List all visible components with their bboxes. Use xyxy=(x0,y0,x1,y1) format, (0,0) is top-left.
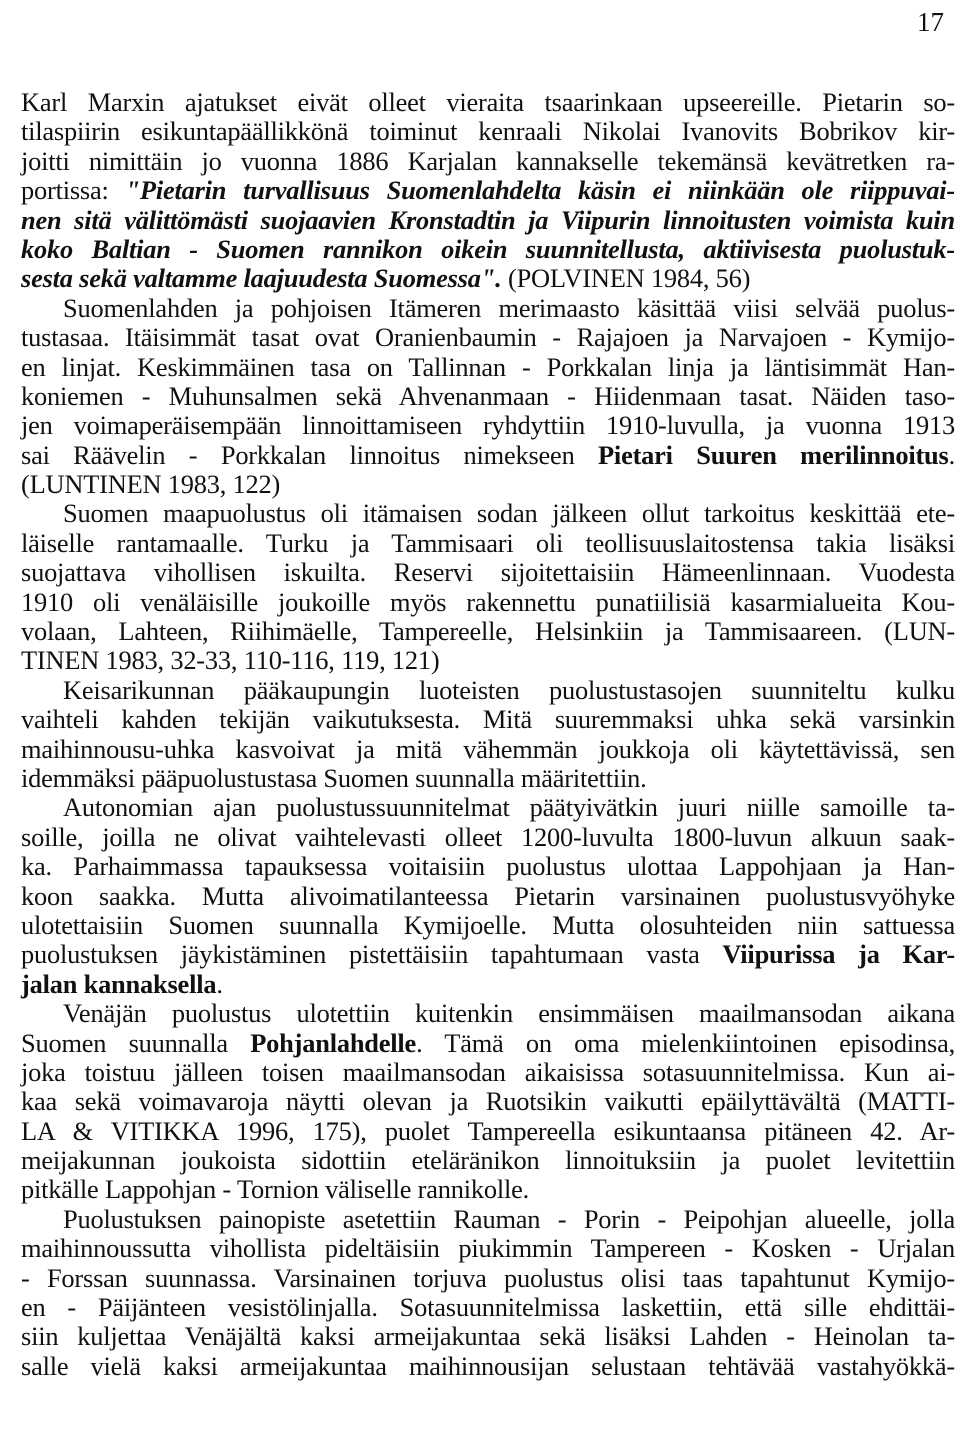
text-line xyxy=(21,470,955,499)
text-line xyxy=(21,911,955,940)
text-span: salle vielä kaksi armeijakuntaa maihinnousijan selustaan tehtävää vastahyökkä- xyxy=(21,1350,955,1381)
text-line xyxy=(21,1322,955,1351)
text-line xyxy=(21,1117,955,1146)
text-span: . xyxy=(216,968,223,999)
text-line xyxy=(21,294,955,323)
text-line xyxy=(21,176,955,205)
text-line xyxy=(21,117,955,146)
text-span: en linjat. Keskimmäinen tasa on Tallinnan - Porkkalan linja ja läntisimmät Han- xyxy=(21,351,955,382)
bold-term: jalan kannaksella xyxy=(21,968,217,999)
text-line xyxy=(21,735,955,764)
bold-term: Pietari Suuren merilinnoitus xyxy=(598,439,949,470)
text-span: Suomenlahden ja pohjoisen Itämeren merimaasto käsittää viisi selvää puolus- xyxy=(63,292,955,323)
text-line xyxy=(21,1175,955,1204)
text-span: LA & VITIKKA 1996, 175), puolet Tampereella esikuntaansa pitäneen 42. Ar- xyxy=(21,1115,955,1146)
text-span: soille, joilla ne olivat vaihtelevasti olleet 1200-luvulta 1800-luvun alkuun saak- xyxy=(21,821,955,852)
text-span: Venäjän puolustus ulotettiin kuitenkin ensimmäisen maailmansodan aikana xyxy=(63,998,955,1029)
citation: (POLVINEN 1984, 56) xyxy=(501,263,751,294)
text-span: Puolustuksen painopiste asetettiin Rauman - Porin - Peipohjan alueelle, jolla xyxy=(63,1203,955,1234)
quote-span: oikein suunnitellusta, aktiivisesta puolustuk- xyxy=(422,233,955,264)
text-span: puolustuksen jäykistäminen pistettäisiin tapahtumaan vasta xyxy=(21,939,723,970)
text-line xyxy=(21,940,955,969)
text-span: Keisarikunnan pääkaupungin luoteisten puolustustasojen suunniteltu kulku xyxy=(63,674,955,705)
text-span: jen voimaperäisempään linnoittamiseen ryhdyttiin 1910-luvulla, ja vuonna 1913 xyxy=(21,410,955,441)
text-span: - Forssan suunnassa. Varsinainen torjuva puolustus olisi taas tapahtunut Kymijo- xyxy=(21,1262,955,1293)
text-span: ka. Parhaimmassa tapauksessa voitaisiin puolustus ulottaa Lappohjaan ja Han- xyxy=(21,851,955,882)
text-span: ulotettaisiin Suomen suunnalla Kymijoelle. Mutta olosuhteiden niin sattuessa xyxy=(21,909,955,940)
text-span: läiselle rantamaalle. Turku ja Tammisaari oli teollisuuslaitostensa takia lisäksi xyxy=(21,527,955,558)
text-line xyxy=(21,1264,955,1293)
text-span: maihinnousu-uhka kasvoivat ja mitä vähemmän joukkoja oli käytettävissä, sen xyxy=(21,733,955,764)
text-line xyxy=(21,1352,955,1381)
text-span: Suomen suunnalla xyxy=(21,1027,251,1058)
text-span: koon saakka. Mutta alivoimatilanteessa Pietarin varsinainen puolustusvyöhyke xyxy=(21,880,955,911)
text-line xyxy=(21,793,955,822)
document-body xyxy=(21,88,955,1381)
bold-term: Pohjanlahdelle xyxy=(250,1027,417,1058)
text-line xyxy=(21,1058,955,1087)
text-line xyxy=(21,353,955,382)
text-line xyxy=(21,882,955,911)
text-span: joitti nimittäin jo vuonna 1886 Karjalan kannakselle tekemänsä kevätretken ra- xyxy=(21,145,955,176)
text-line xyxy=(21,705,955,734)
text-line xyxy=(21,1029,955,1058)
text-span: en - Päijänteen vesistölinjalla. Sotasuunnitelmissa laskettiin, että sille ehdittäi- xyxy=(21,1292,955,1323)
text-span: siin kuljettaa Venäjältä kaksi armeijakuntaa sekä lisäksi Lahden - Heinolan ta- xyxy=(21,1321,955,1352)
text-span: suojattava vihollisen iskuilta. Reservi sijoitettaisiin Hämeenlinnaan. Vuodesta xyxy=(21,557,955,588)
text-span: idemmäksi pääpuolustustasa Suomen suunnalla määritettiin. xyxy=(21,762,647,793)
text-line xyxy=(21,529,955,558)
text-line xyxy=(21,588,955,617)
text-line xyxy=(21,1293,955,1322)
text-span: tilaspiirin esikuntapäällikkönä toiminut kenraali Nikolai Ivanovits Bobrikov kir- xyxy=(21,116,955,147)
text-line xyxy=(21,646,955,675)
text-line xyxy=(21,676,955,705)
text-span: Karl Marxin ajatukset eivät olleet vieraita tsaarinkaan upseereille. Pietarin so- xyxy=(21,87,955,117)
text-span: maihinnoussutta vihollista pideltäisiin piukimmin Tampereen - Kosken - Urjalan xyxy=(21,1233,955,1264)
text-line xyxy=(21,499,955,528)
quote-span: "Pietarin turvallisuus Suomenlahdelta käsin ei niinkään ole riippuvai- xyxy=(125,175,955,206)
text-line xyxy=(21,970,955,999)
quote-span: nen sitä välittömästi suojaavien Kronstadtin ja Viipurin linnoitusten voimista kuin xyxy=(21,204,955,235)
text-span: sai Räävelin - Porkkalan linnoitus nimekseen xyxy=(21,439,599,470)
text-line xyxy=(21,1087,955,1116)
quote-span: sesta sekä valtamme laajuudesta Suomessa". xyxy=(21,263,502,294)
text-line xyxy=(21,206,955,235)
text-span: kaa sekä voimavaroja näytti olevan ja Ruotsikin vaikutti epäilyttävältä (MATTI- xyxy=(21,1086,955,1117)
text-span: tustasaa. Itäisimmät tasat ovat Oranienbaumin - Rajajoen ja Narvajoen - Kymijo- xyxy=(21,322,955,353)
text-span: 1910 oli venäläisille joukoille myös rakennettu punatiilisiä kasarmialueita Kou- xyxy=(21,586,955,617)
text-span: joka toistuu jälleen toisen maailmansodan aikaisissa sotasuunnitelmissa. Kun ai- xyxy=(21,1056,955,1087)
text-span: pitkälle Lappohjan - Tornion väliselle rannikolle. xyxy=(21,1174,530,1205)
text-span: volaan, Lahteen, Riihimäelle, Tampereelle, Helsinkiin ja Tammisaareen. (LUN- xyxy=(21,616,955,647)
text-span: Suomen maapuolustus oli itämaisen sodan jälkeen ollut tarkoitus keskittää ete- xyxy=(63,498,955,529)
text-span: . xyxy=(948,439,955,470)
text-line xyxy=(21,235,955,264)
text-line xyxy=(21,617,955,646)
text-line xyxy=(21,147,955,176)
page-number: 17 xyxy=(917,7,944,37)
text-line xyxy=(21,382,955,411)
text-span: portissa: xyxy=(21,175,126,206)
text-line xyxy=(21,764,955,793)
text-line xyxy=(21,823,955,852)
text-line xyxy=(21,852,955,881)
quote-emphasis: koko Baltian - Suomen rannikon xyxy=(21,233,423,264)
text-span: vaihteli kahden tekijän vaikutuksesta. Mitä suuremmaksi uhka sekä varsinkin xyxy=(21,704,955,735)
citation: (LUNTINEN 1983, 122) xyxy=(21,469,281,500)
text-span: meijakunnan joukoista sidottiin eteläränikon linnoituksiin ja puolet levitettiin xyxy=(21,1145,955,1176)
text-span: koniemen - Muhunsalmen sekä Ahvenanmaan - Hiidenmaan tasat. Näiden taso- xyxy=(21,380,955,411)
text-line xyxy=(21,323,955,352)
citation: TINEN 1983, 32-33, 110-116, 119, 121) xyxy=(21,645,440,676)
bold-term: Viipurissa ja Kar- xyxy=(722,939,955,970)
text-span: Autonomian ajan puolustussuunnitelmat päätyivätkin juuri niille samoille ta- xyxy=(63,792,955,823)
text-line xyxy=(21,1146,955,1175)
text-line xyxy=(21,558,955,587)
text-span: . Tämä on oma mielenkiintoinen episodinsa, xyxy=(416,1027,955,1058)
text-line xyxy=(21,1234,955,1263)
text-line xyxy=(21,999,955,1028)
text-line xyxy=(21,264,955,293)
text-line xyxy=(21,411,955,440)
text-line xyxy=(21,88,955,117)
text-line xyxy=(21,1205,955,1234)
text-line xyxy=(21,441,955,470)
